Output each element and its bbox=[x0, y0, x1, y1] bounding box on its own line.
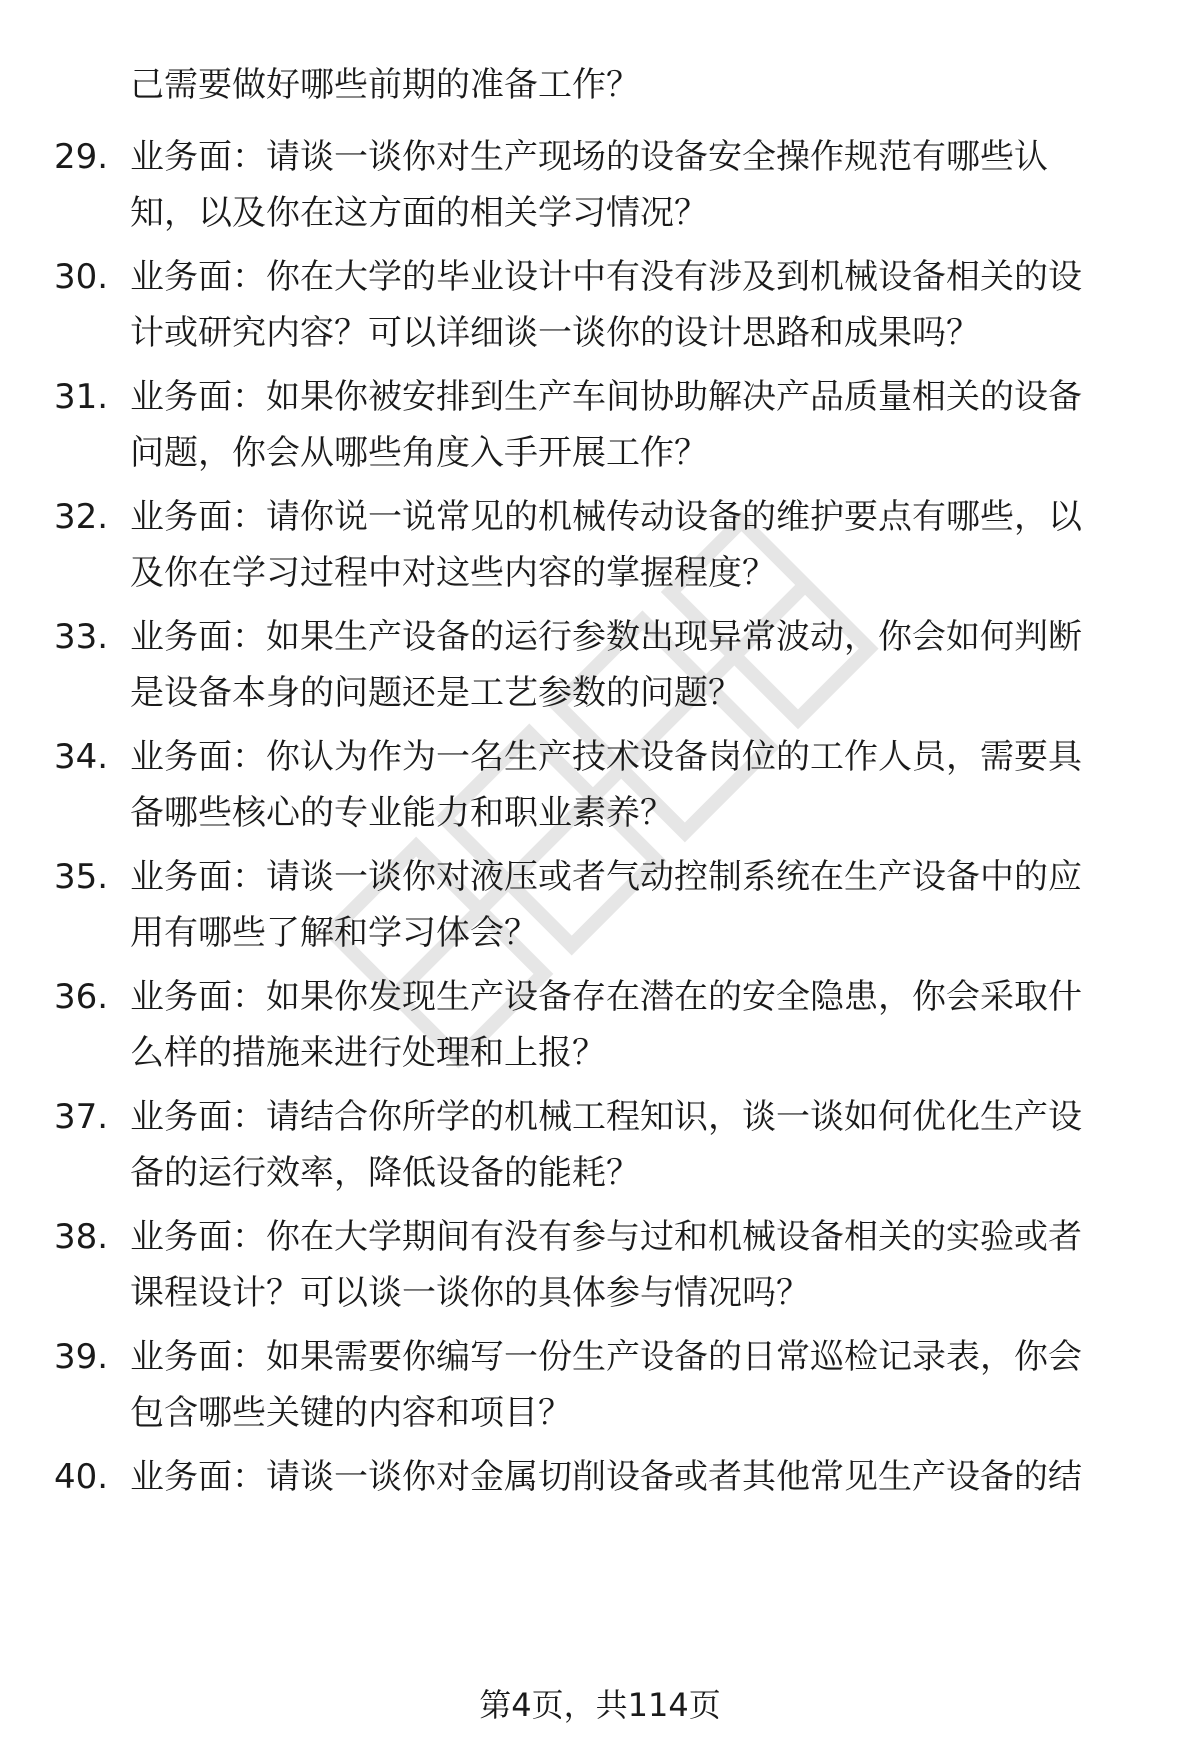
question-number: 34. bbox=[54, 737, 109, 777]
question-text-line: 知，以及你在这方面的相关学习情况？ bbox=[130, 193, 708, 233]
question-number: 32. bbox=[54, 497, 109, 537]
question-text-line: 业务面：你在大学的毕业设计中有没有涉及到机械设备相关的设 bbox=[130, 257, 1082, 297]
question-text-line: 业务面：如果需要你编写一份生产设备的日常巡检记录表，你会 bbox=[130, 1337, 1082, 1377]
question-text-line: 业务面：如果你发现生产设备存在潜在的安全隐患，你会采取什 bbox=[130, 977, 1082, 1017]
question-number: 30. bbox=[54, 257, 109, 297]
question-number: 38. bbox=[54, 1217, 109, 1257]
question-text-line: 问题，你会从哪些角度入手开展工作？ bbox=[130, 433, 708, 473]
question-text-line: 计或研究内容？可以详细谈一谈你的设计思路和成果吗？ bbox=[130, 313, 980, 353]
question-text-line: 业务面：你在大学期间有没有参与过和机械设备相关的实验或者 bbox=[130, 1217, 1082, 1257]
question-text-line: 备的运行效率，降低设备的能耗？ bbox=[130, 1153, 640, 1193]
question-number: 35. bbox=[54, 857, 109, 897]
question-number: 29. bbox=[54, 137, 109, 177]
question-text-line: 业务面：如果生产设备的运行参数出现异常波动，你会如何判断 bbox=[130, 617, 1082, 657]
question-text-line: 业务面：你认为作为一名生产技术设备岗位的工作人员，需要具 bbox=[130, 737, 1082, 777]
question-text-line: 业务面：请谈一谈你对生产现场的设备安全操作规范有哪些认 bbox=[130, 137, 1048, 177]
question-text-line: 及你在学习过程中对这些内容的掌握程度？ bbox=[130, 553, 776, 593]
question-text-line: 么样的措施来进行处理和上报？ bbox=[130, 1033, 606, 1073]
question-number: 39. bbox=[54, 1337, 109, 1377]
question-number: 36. bbox=[54, 977, 109, 1017]
question-text-line: 备哪些核心的专业能力和职业素养？ bbox=[130, 793, 674, 833]
question-text-line: 业务面：请你说一说常见的机械传动设备的维护要点有哪些，以 bbox=[130, 497, 1082, 537]
question-text-line: 包含哪些关键的内容和项目？ bbox=[130, 1393, 572, 1433]
question-text-line: 业务面：请谈一谈你对金属切削设备或者其他常见生产设备的结 bbox=[130, 1457, 1082, 1497]
question-text-line: 用有哪些了解和学习体会？ bbox=[130, 913, 538, 953]
question-number: 37. bbox=[54, 1097, 109, 1137]
question-number: 31. bbox=[54, 377, 109, 417]
question-text-line: 是设备本身的问题还是工艺参数的问题？ bbox=[130, 673, 742, 713]
question-text-line: 业务面：请结合你所学的机械工程知识，谈一谈如何优化生产设 bbox=[130, 1097, 1082, 1137]
page-footer: 第4页，共114页 bbox=[479, 1686, 721, 1724]
question-text-line: 业务面：如果你被安排到生产车间协助解决产品质量相关的设备 bbox=[130, 377, 1082, 417]
question-text-line: 课程设计？可以谈一谈你的具体参与情况吗？ bbox=[130, 1273, 810, 1313]
question-text-line: 业务面：请谈一谈你对液压或者气动控制系统在生产设备中的应 bbox=[130, 857, 1082, 897]
question-number: 33. bbox=[54, 617, 109, 657]
carryover-line: 己需要做好哪些前期的准备工作？ bbox=[130, 65, 640, 105]
question-number: 40. bbox=[54, 1457, 109, 1497]
